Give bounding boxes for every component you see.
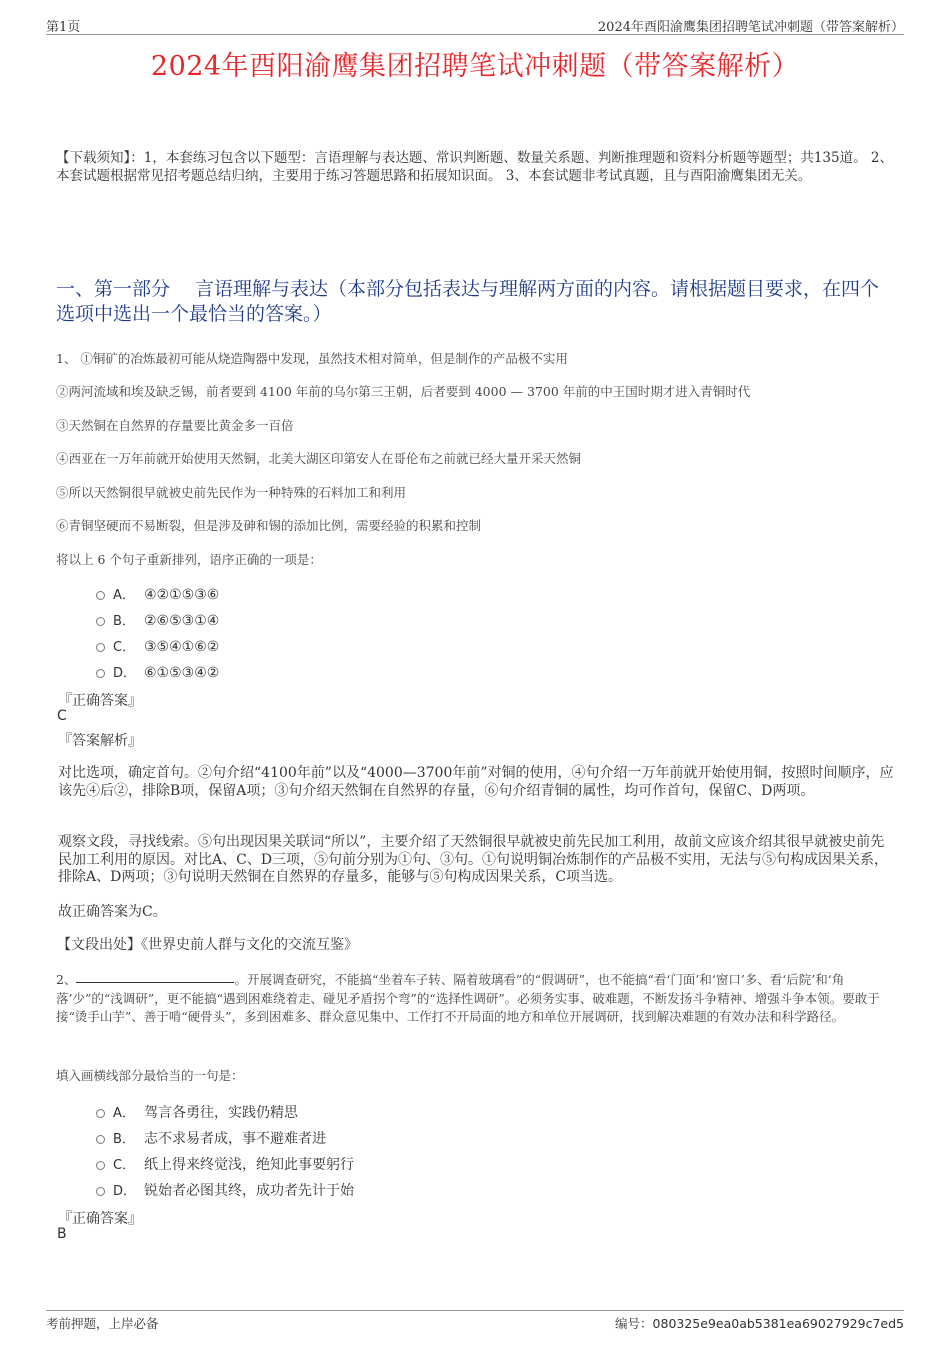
radio-icon[interactable] bbox=[96, 591, 105, 600]
q1-analysis-1: 对比选项，确定首句。②句介绍“4100年前”以及“4000—3700年前”对铜的使用，④句介绍一万年前就开始使用铜，按照时间顺序，应该先④后②，排除B项，保留A项；③句介绍天然铜在自然界的存量，⑥句介绍青铜的属性，均可作首句，保留C、D两项。 bbox=[58, 765, 894, 799]
page-number: 第1页 bbox=[46, 20, 81, 35]
option-text: ③⑤④①⑥② bbox=[144, 639, 220, 655]
q2-prompt: 填入画横线部分最恰当的一句是： bbox=[56, 1068, 244, 1083]
q1-option-d[interactable] bbox=[96, 662, 219, 681]
radio-icon[interactable] bbox=[96, 1109, 105, 1118]
page-header bbox=[46, 16, 904, 34]
q2-option-c[interactable] bbox=[96, 1154, 354, 1174]
option-key: B． bbox=[113, 614, 135, 629]
q1-sentence-2: ②两河流域和埃及缺乏锡，前者要到 4100 年前的乌尔第三王朝，后者要到 4000 — 3700 年前的中王国时期才进入青铜时代 bbox=[56, 384, 751, 399]
q2-stem bbox=[56, 971, 900, 1027]
header-divider bbox=[46, 34, 904, 35]
option-text: ②⑥⑤③①④ bbox=[144, 613, 220, 629]
download-notice: 【下载须知】：1，本套练习包含以下题型：言语理解与表达题、常识判断题、数量关系题、判断推理题和资料分析题等题型；共135道。 2、本套试题根据常见招考题总结归纳，主要用于练习答题思路和拓展知识面。 3、本套试题非考试真题，且与酉阳渝鹰集团无关。 bbox=[56, 150, 893, 184]
option-key: D． bbox=[113, 1184, 137, 1199]
q1-sentence-6: ⑥青铜坚硬而不易断裂，但是涉及砷和锡的添加比例，需要经验的积累和控制 bbox=[56, 518, 482, 533]
footer-divider bbox=[46, 1310, 904, 1311]
q2-option-d[interactable] bbox=[96, 1180, 354, 1200]
option-key: D． bbox=[113, 666, 137, 681]
q1-sentence-1: 1、 ①铜矿的冶炼最初可能从烧造陶器中发现，虽然技术相对简单，但是制作的产品极不实用 bbox=[56, 351, 568, 366]
q2-number: 2、 bbox=[56, 972, 77, 987]
doc-code-value: 080325e9ea0ab5381ea69027929c7ed5 bbox=[652, 1316, 904, 1331]
q1-sentence-5: ⑤所以天然铜很早就被史前先民作为一种特殊的石料加工和利用 bbox=[56, 485, 407, 500]
q2-option-a[interactable] bbox=[96, 1102, 298, 1122]
option-text: ⑥①⑤③④② bbox=[144, 665, 220, 681]
option-key: A． bbox=[113, 1106, 135, 1121]
q1-answer-label: 『正确答案』 bbox=[58, 693, 142, 709]
q1-option-c[interactable] bbox=[96, 636, 219, 655]
page-title: 2024年酉阳渝鹰集团招聘笔试冲刺题（带答案解析） bbox=[150, 51, 800, 82]
footer-slogan: 考前押题，上岸必备 bbox=[46, 1316, 159, 1331]
q2-answer-label: 『正确答案』 bbox=[58, 1211, 142, 1227]
radio-icon[interactable] bbox=[96, 1187, 105, 1196]
q1-prompt: 将以上 6 个句子重新排列，语序正确的一项是： bbox=[56, 552, 322, 567]
q1-sentence-4: ④西亚在一万年前就开始使用天然铜，北美大湖区印第安人在哥伦布之前就已经大量开采天然铜 bbox=[56, 451, 582, 466]
q1-answer: C bbox=[57, 708, 67, 724]
option-text: 志不求易者成，事不避难者进 bbox=[144, 1131, 326, 1147]
q1-analysis-label: 『答案解析』 bbox=[58, 733, 142, 749]
q2-answer: B bbox=[57, 1226, 67, 1242]
option-key: C． bbox=[113, 1158, 136, 1173]
q1-analysis-2: 观察文段，寻找线索。⑤句出现因果关联词“所以”，主要介绍了天然铜很早就被史前先民加工利用，故前文应该介绍其很早就被史前先民加工利用的原因。对比A、C、D三项，⑤句前分别为①句、③句。①句说明铜冶炼制作的产品极不实用，无法与⑤句构成因果关系，排除A、D两项；③句说明天然铜在自然界的存量多，能够与⑤句构成因果关系，C项当选。 bbox=[58, 834, 889, 885]
doc-code-label: 编号： bbox=[615, 1316, 653, 1331]
doc-code bbox=[615, 1314, 904, 1332]
q1-option-a[interactable] bbox=[96, 584, 219, 603]
fill-blank bbox=[76, 972, 234, 983]
q1-source: 【文段出处】《世界史前人群与文化的交流互鉴》 bbox=[57, 937, 358, 953]
option-text: 驾言各勇往，实践仍精思 bbox=[144, 1105, 298, 1121]
q1-analysis-3: 故正确答案为C。 bbox=[58, 904, 167, 920]
q1-option-b[interactable] bbox=[96, 610, 219, 629]
q2-text: 。开展调查研究，不能搞“坐着车子转、隔着玻璃看”的“假调研”，也不能搞“看‘门面’和‘窗口’多、看‘后院’和‘角落’少”的“浅调研”，更不能搞“遇到困难绕着走、碰见矛盾拐个弯”的“选择性调研”。必须务实事、破难题，不断发扬斗争精神、增强斗争本领。要敢于接“烫手山芋”、善于啃“硬骨头”，多到困难多、群众意见集中、工作打不开局面的地方和单位开展调研，找到解决难题的有效办法和科学路径。 bbox=[56, 972, 880, 1024]
header-doc-title: 2024年酉阳渝鹰集团招聘笔试冲刺题（带答案解析） bbox=[597, 20, 904, 35]
option-text: 纸上得来终觉浅，绝知此事要躬行 bbox=[144, 1157, 354, 1173]
option-key: A． bbox=[113, 588, 135, 603]
radio-icon[interactable] bbox=[96, 1135, 105, 1144]
q1-sentence-3: ③天然铜在自然界的存量要比黄金多一百倍 bbox=[56, 418, 294, 433]
option-text: ④②①⑤③⑥ bbox=[144, 587, 220, 603]
option-text: 锐始者必图其终，成功者先计于始 bbox=[144, 1183, 354, 1199]
radio-icon[interactable] bbox=[96, 617, 105, 626]
option-key: C． bbox=[113, 640, 136, 655]
section-title: 一、第一部分 言语理解与表达（本部分包括表达与理解两方面的内容。请根据题目要求，在四个选项中选出一个最恰当的答案。） bbox=[56, 278, 880, 325]
page-footer bbox=[46, 1314, 904, 1332]
radio-icon[interactable] bbox=[96, 1161, 105, 1170]
q2-option-b[interactable] bbox=[96, 1128, 326, 1148]
option-key: B． bbox=[113, 1132, 135, 1147]
radio-icon[interactable] bbox=[96, 669, 105, 678]
radio-icon[interactable] bbox=[96, 643, 105, 652]
